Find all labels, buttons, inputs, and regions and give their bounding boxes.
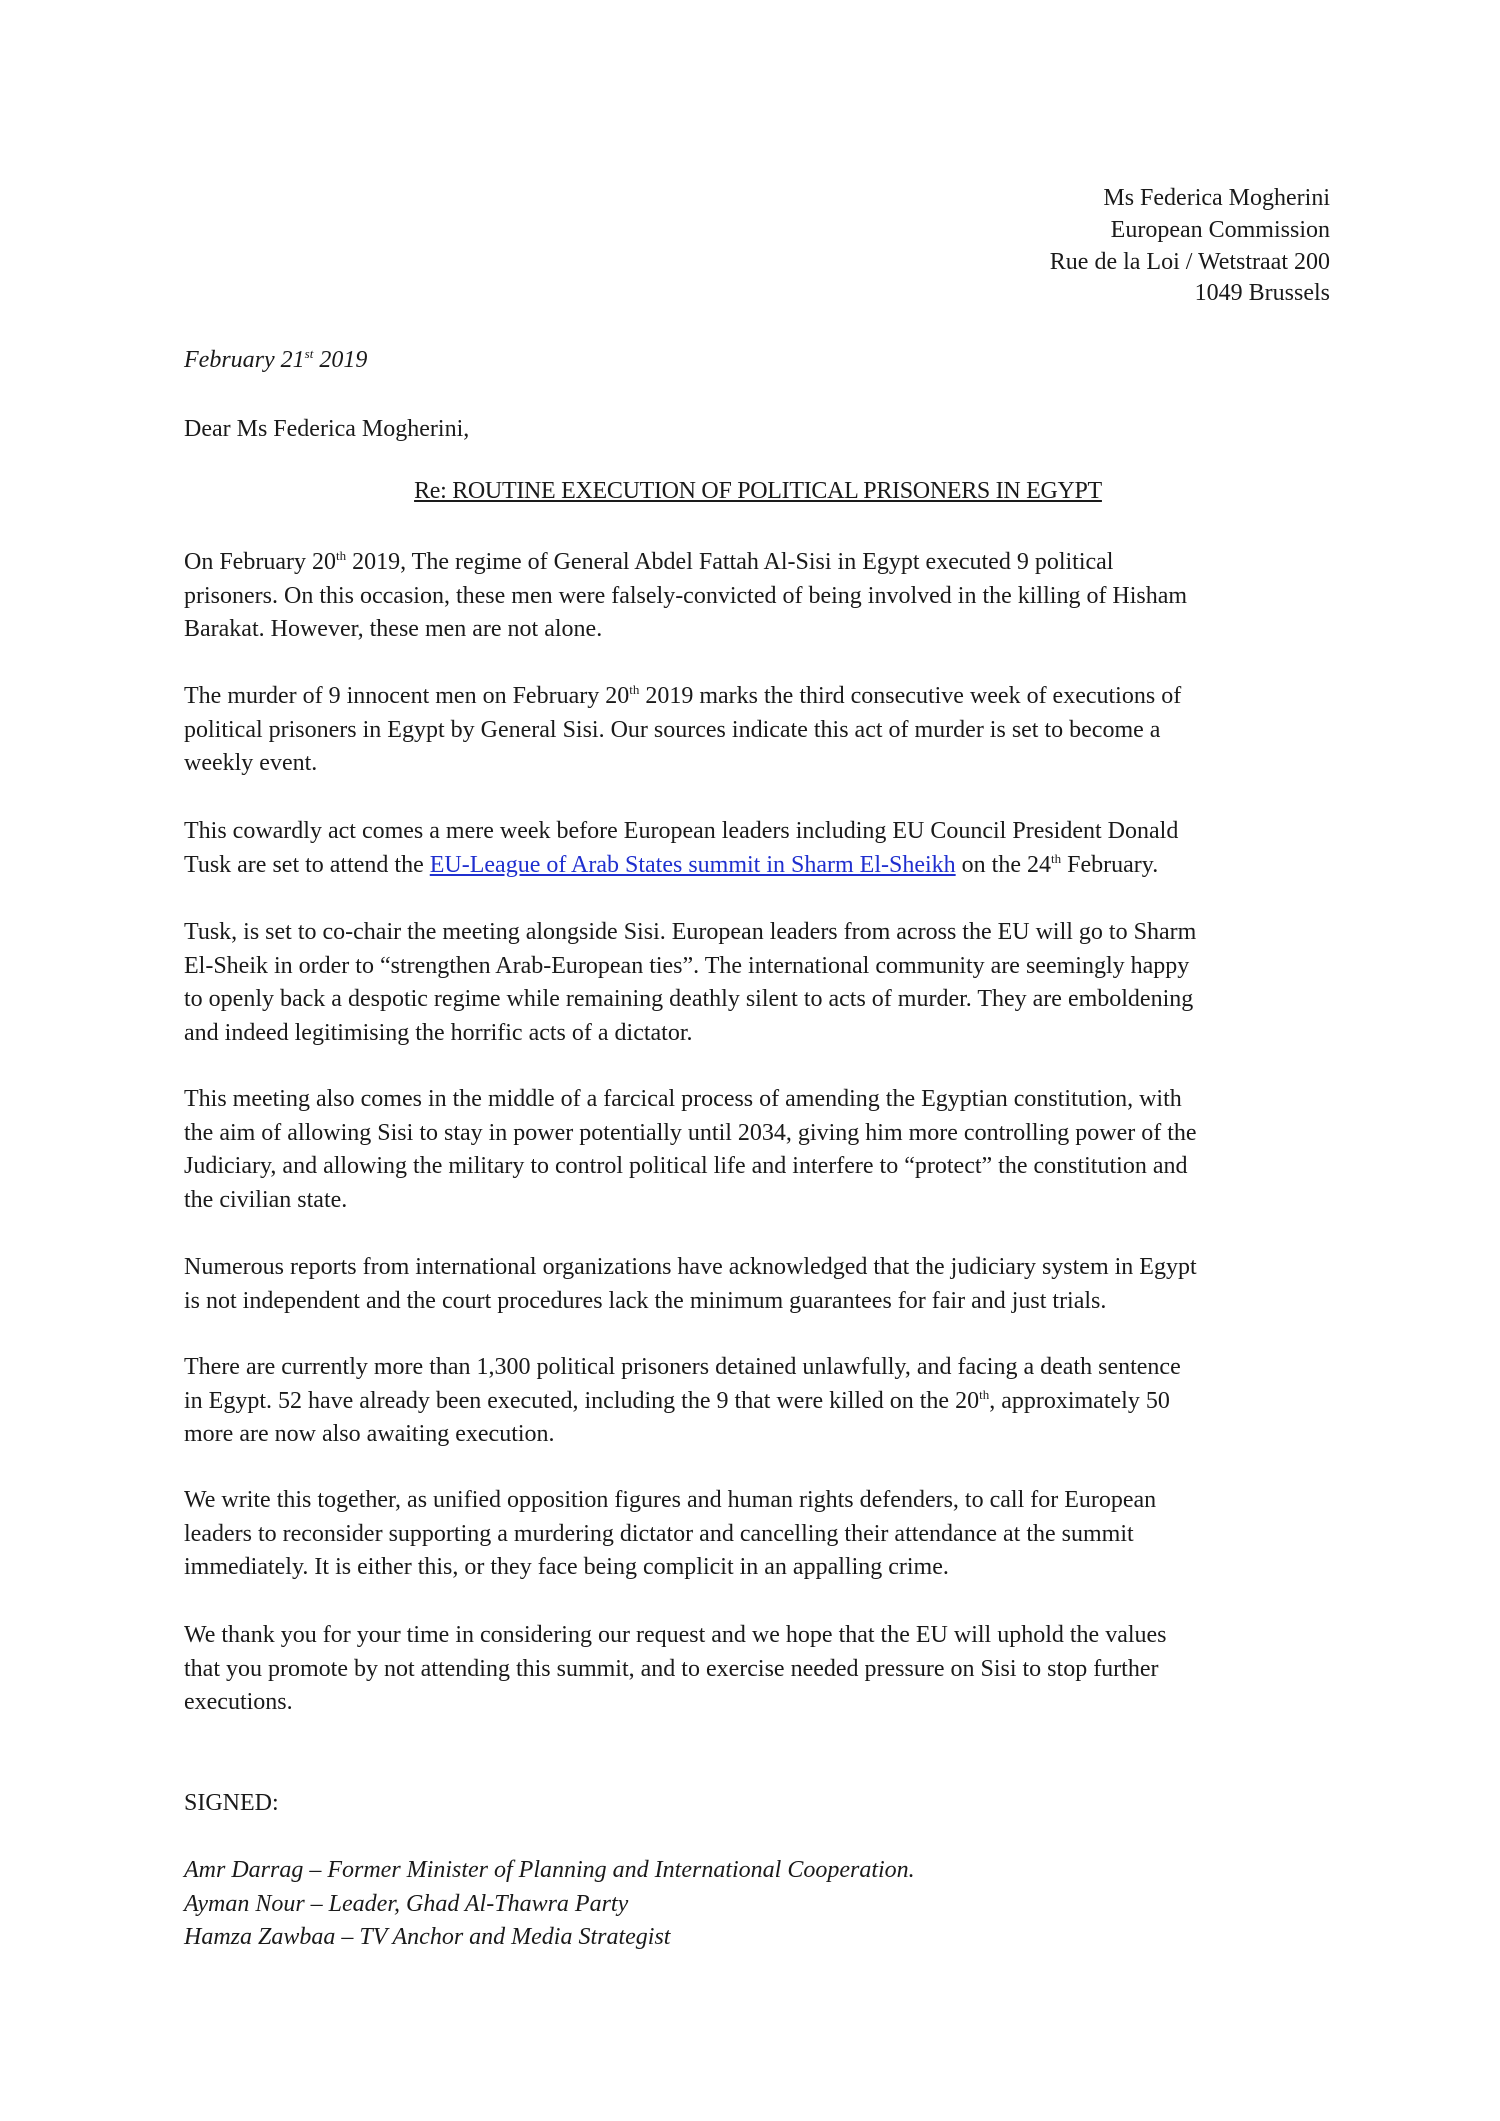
text-run: the civilian state. [184, 1186, 348, 1213]
ordinal-suffix: th [335, 548, 347, 563]
text-run: We thank you for your time in considering our request and we hope that the EU will uphold the values [184, 1622, 1167, 1648]
text-run: immediately. It is either this, or they face being complicit in an appalling crime. [184, 1554, 949, 1580]
text-run: Barakat. However, these men are not alone. [184, 616, 603, 642]
paragraph-line [184, 1418, 1181, 1452]
paragraph-line [184, 1686, 1167, 1720]
paragraph-line [184, 1083, 1197, 1117]
text-run: political prisoners in Egypt by General Sisi. Our sources indicate this act of murder is set to become a [184, 716, 1161, 743]
paragraph [184, 1619, 1167, 1720]
signed-label: SIGNED: [184, 1790, 279, 1816]
paragraph-line [184, 849, 1178, 883]
paragraph [184, 815, 1178, 882]
paragraph [184, 1351, 1181, 1452]
paragraph-line [184, 714, 1181, 748]
paragraph-line [184, 1385, 1181, 1419]
paragraph-line [184, 1619, 1167, 1653]
date-suffix: st [304, 346, 314, 361]
text-run: This meeting also comes in the middle of a farcical process of amending the Egyptian constitution, with [184, 1086, 1182, 1112]
paragraph-line [184, 1653, 1167, 1687]
recipient-street: Rue de la Loi / Wetstraat 200 [1049, 248, 1330, 275]
recipient-address [1050, 183, 1330, 310]
text-run: We write this together, as unified opposition figures and human rights defenders, to call for European [184, 1487, 1157, 1513]
paragraph [184, 546, 1187, 647]
paragraph-line [184, 1251, 1197, 1285]
text-run: 2019 marks the third consecutive week of executions of [639, 683, 1182, 709]
date-text: February 21 [184, 347, 305, 373]
paragraph-line [184, 1184, 1197, 1218]
signatory: Amr Darrag – Former Minister of Planning and International Cooperation. [184, 1857, 915, 1883]
subject-heading: Re: ROUTINE EXECUTION OF POLITICAL PRISONERS IN EGYPT [414, 478, 1102, 504]
text-run: El-Sheik in order to “strengthen Arab-European ties”. The international community are seemingly happy [184, 952, 1190, 979]
paragraph-line [184, 983, 1196, 1017]
recipient-name: Ms Federica Mogherini [1103, 185, 1330, 211]
text-run: executions. [184, 1689, 293, 1715]
text-run: There are currently more than 1,300 political prisoners detained unlawfully, and facing a death sentence [184, 1354, 1181, 1380]
recipient-city: 1049 Brussels [1194, 280, 1330, 307]
signatories [184, 1854, 915, 1955]
recipient-organization: European Commission [1110, 216, 1330, 243]
text-run: Numerous reports from international organizations have acknowledged that the judiciary system in Egypt [184, 1254, 1197, 1280]
letter-date [184, 344, 367, 378]
paragraph [184, 1484, 1156, 1585]
text-run: , approximately 50 [989, 1387, 1170, 1414]
text-run: Tusk, is set to co-chair the meeting alongside Sisi. European leaders from across the EU will go to Sharm [184, 919, 1197, 945]
paragraph [184, 680, 1181, 781]
paragraph-line [184, 1117, 1197, 1151]
paragraph [184, 1251, 1197, 1318]
signatory: Ayman Nour – Leader, Ghad Al-Thawra Party [184, 1890, 629, 1917]
paragraph-line [184, 680, 1181, 714]
text-run: to openly back a despotic regime while remaining deathly silent to acts of murder. They are emboldening [184, 986, 1194, 1012]
paragraph-line [184, 1150, 1197, 1184]
text-run: in Egypt. 52 have already been executed, including the 9 that were killed on the 20 [184, 1387, 980, 1414]
paragraph [184, 916, 1196, 1050]
text-run: more are now also awaiting execution. [184, 1421, 555, 1447]
salutation: Dear Ms Federica Mogherini, [184, 416, 470, 442]
ordinal-suffix: th [979, 1386, 990, 1402]
paragraph-line [184, 1484, 1156, 1518]
text-run: is not independent and the court procedures lack the minimum guarantees for fair and just trials. [184, 1287, 1107, 1314]
text-run: This cowardly act comes a mere week before European leaders including EU Council President Donald [184, 818, 1179, 844]
summit-link[interactable]: EU-League of Arab States summit in Sharm El-Sheikh [429, 851, 956, 878]
text-run: On February 20 [184, 549, 336, 575]
text-run: leaders to reconsider supporting a murdering dictator and cancelling their attendance at the summit [184, 1520, 1134, 1547]
paragraph-line [184, 950, 1196, 984]
ordinal-suffix: th [629, 682, 640, 697]
text-run: the aim of allowing Sisi to stay in power potentially until 2034, giving him more controlling power of the [184, 1119, 1197, 1146]
text-run: on the 24 [955, 851, 1051, 878]
text-run: The murder of 9 innocent men on February 20 [184, 683, 630, 709]
text-run: Judiciary, and allowing the military to control political life and interfere to “protect” the constitution and [184, 1153, 1188, 1179]
paragraph-line [184, 1017, 1196, 1051]
date-year: 2019 [313, 347, 368, 373]
text-run: that you promote by not attending this summit, and to exercise needed pressure on Sisi to stop further [184, 1655, 1159, 1682]
paragraph-line [184, 916, 1196, 950]
paragraph-line [184, 1551, 1156, 1585]
text-run: Tusk are set to attend the [184, 851, 430, 878]
text-run: prisoners. On this occasion, these men were falsely-convicted of being involved in the killing of Hisham [184, 582, 1188, 609]
text-run: 2019, The regime of General Abdel Fattah Al-Sisi in Egypt executed 9 political [346, 549, 1114, 575]
paragraph-line [184, 546, 1187, 580]
text-run: and indeed legitimising the horrific acts of a dictator. [184, 1019, 693, 1046]
text-run: weekly event. [184, 750, 318, 776]
paragraph-line [184, 580, 1187, 614]
paragraph-line [184, 1518, 1156, 1552]
paragraph-line [184, 1285, 1197, 1319]
paragraph-line [184, 1351, 1181, 1385]
paragraph-line [184, 815, 1178, 849]
paragraph-line [184, 613, 1187, 647]
ordinal-suffix: th [1050, 850, 1062, 866]
text-run: February. [1061, 851, 1159, 878]
paragraph-line [184, 747, 1181, 781]
paragraph [184, 1083, 1197, 1217]
signatory: Hamza Zawbaa – TV Anchor and Media Strategist [184, 1924, 671, 1950]
